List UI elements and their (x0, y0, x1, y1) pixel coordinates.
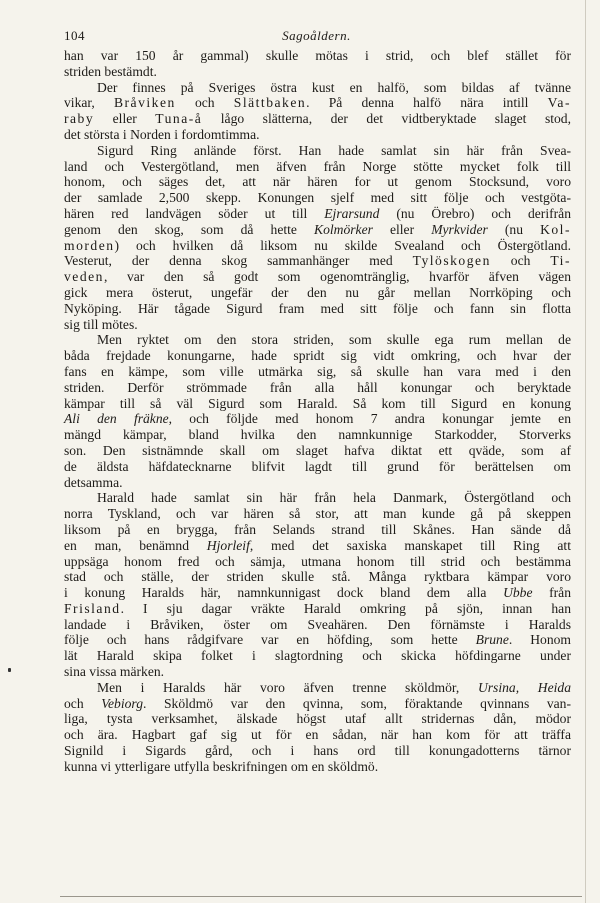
spaced-place-name: Bråviken (113, 95, 176, 111)
text-line (64, 174, 571, 190)
text-line (64, 396, 571, 412)
text-run: i konung Haralds här, namnkunnigast dock bland dem alla (64, 585, 504, 601)
text-line (64, 522, 571, 538)
text-line (64, 569, 571, 585)
text-line (64, 585, 571, 601)
ink-speck (8, 668, 11, 672)
text-run: båda frejdade konungarne, hade spridt sig vidt omkring, och hvar der (64, 348, 571, 364)
text-line (64, 48, 571, 64)
text-run: kämpar till så väl Sigurd som Harald. Så kom till Sigurd en konung (64, 395, 571, 411)
text-run: landade i Bråviken, öster om Sveahären. Den förnämste i Haralds (64, 616, 571, 632)
text-line (64, 364, 571, 380)
text-run: eller (372, 221, 432, 237)
text-line (64, 238, 571, 254)
text-run: det största i Norden i fordomtimma. (64, 126, 260, 142)
text-run: och ära. Hagbart gaf sig ut för en sådan, när han kom för att träffa (64, 727, 571, 743)
text-line (64, 143, 571, 159)
text-line (64, 206, 571, 222)
text-line (64, 190, 571, 206)
italic-name: Brune (475, 632, 509, 648)
spaced-place-name: Ti- (550, 253, 571, 269)
text-line (64, 411, 571, 427)
text-run: . Honom (508, 632, 572, 648)
text-run: striden. Derför strömmade från alla håll konungar och beryktade (64, 379, 571, 395)
text-run: de äldsta häfdatecknarne blifvit lagdt till grund för berättelsen om (64, 458, 571, 474)
body-text (64, 48, 571, 775)
text-run: land och Vestergötland, men äfven från Norge stötte mycket folk till (64, 158, 571, 174)
text-run: . På denna halfö nära intill (306, 95, 548, 111)
text-line (64, 490, 571, 506)
spaced-place-name: raby (64, 111, 95, 127)
spaced-place-name: morden (64, 237, 115, 253)
text-line (64, 443, 571, 459)
text-line (64, 696, 571, 712)
text-run: sig till mötes. (64, 316, 138, 332)
text-line (64, 253, 571, 269)
text-line (64, 80, 571, 96)
text-line (64, 380, 571, 396)
text-run: hären red landvägen söder ut till (64, 205, 325, 221)
text-run: stad och ställe, der striden skulle stå. Många ryktbara kämpar voro (64, 569, 571, 585)
spaced-place-name: Va- (547, 95, 571, 111)
text-line (64, 95, 571, 111)
text-line (64, 348, 571, 364)
text-run: liksom på en brygga, från Selands strand till Skånes. Han sände då (64, 521, 571, 537)
text-line (64, 506, 571, 522)
text-run: gick mera österut, ungefär der den nu går mellan Norrköping och (64, 284, 571, 300)
text-line (64, 664, 571, 680)
text-run: följe och hans rådgifvare var en höfding, som hette (64, 632, 476, 648)
text-run: Vesterut, der denna skog sammanhänger med (64, 253, 413, 269)
spaced-place-name: Tuna-å (155, 111, 203, 127)
text-run: norra Tyskland, och var hären så stor, att man kunde gå på skeppen (64, 506, 571, 522)
text-line (64, 269, 571, 285)
text-line (64, 332, 571, 348)
text-run: (nu Örebro) och derifrån (379, 205, 571, 221)
page-number: 104 (64, 28, 85, 43)
text-line (64, 459, 571, 475)
spaced-place-name: veden (64, 269, 104, 285)
text-line (64, 111, 571, 127)
text-line (64, 64, 571, 80)
text-line (64, 648, 571, 664)
text-run: . I sju dagar vräkte Harald omkring på sjön, innan han (120, 600, 571, 616)
italic-name: Ejrarsund (324, 205, 380, 221)
text-run: kunna vi ytterligare utfylla beskrifningen om en sköldmö. (64, 758, 379, 774)
text-run: sina vissa märken. (64, 664, 165, 680)
spaced-place-name: Tylöskogen (412, 253, 491, 269)
text-run: Men ryktet om den stora striden, som skulle ega rum mellan de (97, 332, 571, 348)
text-run: vikar, (64, 95, 114, 111)
page-header (64, 28, 569, 48)
spaced-place-name: Kol- (540, 221, 571, 237)
text-line (64, 632, 571, 648)
text-run: ) och hvilken då liksom nu skilde Svealand och Östergötland. (114, 237, 571, 253)
text-run: och (64, 695, 102, 711)
text-run: en man, benämnd (64, 537, 207, 553)
text-run: Nyköping. Här tågade Sigurd fram med sitt följe och fann sin flotta (64, 300, 571, 316)
text-run: fans en kämpe, som ville utmärka sig, så skulle han vara med i den (64, 363, 571, 379)
italic-name: Ursina, Heida (477, 679, 571, 695)
bottom-edge-line (60, 896, 582, 897)
page-edge (585, 0, 586, 903)
text-run: . Sköldmö var den qvinna, som, föraktande qvinnans van- (143, 695, 571, 711)
text-run: genom den skog, som då hette (64, 221, 314, 237)
text-run: och (490, 253, 551, 269)
text-line (64, 617, 571, 633)
text-run: der samlade 2,500 skepp. Konungen sjelf med sitt följe och vestgöta- (64, 190, 571, 206)
text-line (64, 317, 571, 333)
text-run: och (175, 95, 234, 111)
text-run: han var 150 år gammal) skulle mötas i strid, och blef stället för (64, 48, 571, 63)
text-line (64, 759, 571, 775)
text-line (64, 427, 571, 443)
text-line (64, 301, 571, 317)
text-run: lät Harald skipa folket i slagtordning och skicka höfdingarne under (64, 648, 571, 664)
text-run: Signild i Sigards gård, och i hans ord till konungadotterns tärnor (64, 743, 571, 759)
italic-name: Hjorleif (206, 537, 250, 553)
text-run: Der finnes på Sveriges östra kust en halfö, som bildas af tvänne (97, 79, 571, 95)
text-run: detsamma. (64, 474, 123, 490)
text-line (64, 727, 571, 743)
text-line (64, 285, 571, 301)
text-line (64, 538, 571, 554)
text-run: , och följde med honom 7 andra konungar jemte en (168, 411, 571, 427)
text-run: mängd kämpar, bland hvilka den namnkunnige Starkodder, Storverks (64, 427, 571, 443)
text-line (64, 554, 571, 570)
italic-name: Vebiorg (101, 695, 144, 711)
text-run: , var den så godt som ogenomtränglig, hvarför äfven vägen (103, 269, 571, 285)
running-title: Sagoåldern. (282, 28, 351, 43)
text-line (64, 127, 571, 143)
italic-name: Kolmörker (314, 221, 373, 237)
text-line (64, 475, 571, 491)
text-run: uppsäga honom fred och sämja, utmana honom till strid och bestämma (64, 553, 571, 569)
text-run: honom, och säges det, att när hären for ut genom Stocksund, voro (64, 174, 571, 190)
text-run: eller (94, 111, 156, 127)
text-line (64, 222, 571, 238)
text-run: från (532, 585, 571, 601)
text-run: Sigurd Ring anlände först. Han hade samlat sin här från Svea- (97, 142, 571, 158)
italic-name: Myrkvider (431, 221, 488, 237)
text-line (64, 680, 571, 696)
spaced-place-name: Slättbaken (233, 95, 307, 111)
text-run: striden bestämdt. (64, 63, 157, 79)
text-line (64, 743, 571, 759)
text-line (64, 159, 571, 175)
spaced-place-name: Frisland (64, 600, 121, 616)
text-line (64, 711, 571, 727)
text-line (64, 601, 571, 617)
text-run: (nu (487, 221, 541, 237)
text-run: son. Den sistnämnde skall om slaget hafva diktat ett qväde, som af (64, 442, 571, 458)
text-run: Men i Haralds här voro äfven trenne sköldmör, (97, 679, 478, 695)
text-run: liga, tysta verksamhet, älskade högst utaf allt stridernas dån, mödor (64, 711, 571, 727)
text-run: , med det saxiska manskapet till Ring att (249, 537, 571, 553)
text-run: Harald hade samlat sin här från hela Danmark, Östergötland och (97, 490, 571, 506)
italic-name: Ali den fräkne (64, 411, 169, 427)
text-run: lågo slätterna, der det vidtberyktade slaget stod, (202, 111, 571, 127)
italic-name: Ubbe (503, 585, 533, 601)
